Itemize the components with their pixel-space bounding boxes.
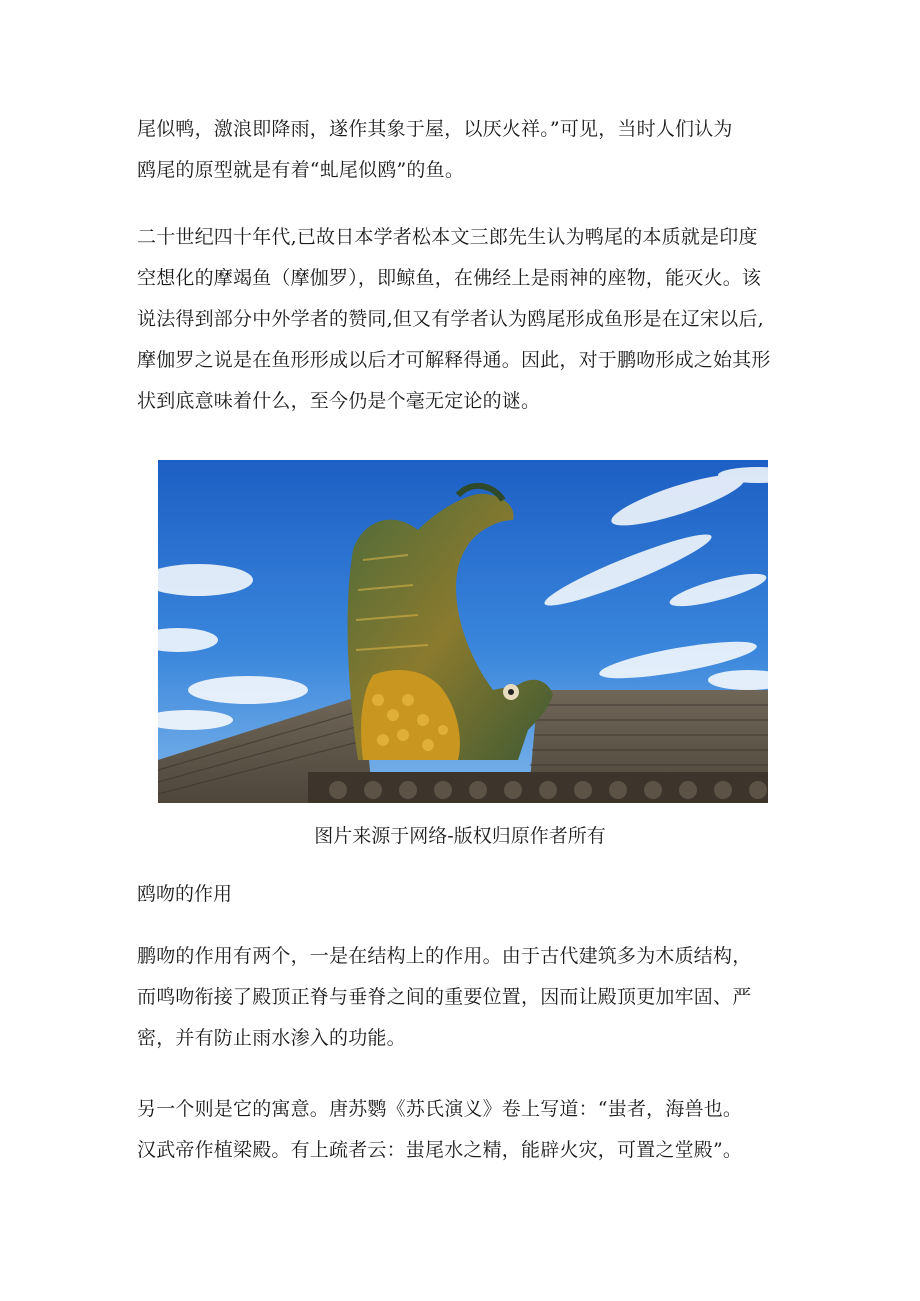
text-line: 而鸣吻衔接了殿顶正脊与垂脊之间的重要位置，因而让殿顶更加牢固、严 [137,986,752,1008]
section-heading: 鸥吻的作用 [137,883,233,905]
paragraph-origin-continued [137,109,797,191]
text-line: 另一个则是它的寓意。唐苏鹦《苏氏演义》卷上写道：“蚩者，海兽也。 [137,1098,743,1120]
text-line: 尾似鸭，激浪即降雨，遂作其象于屋，以厌火祥。”可见，当时人们认为 [137,118,733,140]
text-line: 状到底意味着什么，至今仍是个毫无定论的谜。 [137,390,541,412]
text-line: 密，并有防止雨水渗入的功能。 [137,1027,406,1049]
text-line: 二十世纪四十年代,已故日本学者松本文三郎先生认为鸭尾的本质就是印度 [137,226,758,248]
figure-caption: 图片来源于网络-版权归原作者所有 [314,825,606,847]
paragraph-makara-theory [137,217,797,422]
text-line: 说法得到部分中外学者的赞同,但又有学者认为鸥尾形成鱼形是在辽宋以后, [137,308,764,330]
text-line: 鸥尾的原型就是有着“虬尾似鸥”的鱼。 [137,159,465,181]
chiwen-roof-photo [158,460,768,803]
text-line: 空想化的摩竭鱼（摩伽罗），即鲸鱼，在佛经上是雨神的座物，能灭火。该 [137,267,762,289]
paragraph-symbolic-meaning [137,1089,797,1171]
text-line: 汉武帝作植梁殿。有上疏者云：蚩尾水之精，能辟火灾，可置之堂殿”。 [137,1139,743,1161]
text-line: 摩伽罗之说是在鱼形形成以后才可解释得通。因此，对于鹏吻形成之始其形 [137,349,771,371]
text-line: 鹏吻的作用有两个，一是在结构上的作用。由于古代建筑多为木质结构， [137,945,752,967]
paragraph-structural-function [137,936,797,1059]
